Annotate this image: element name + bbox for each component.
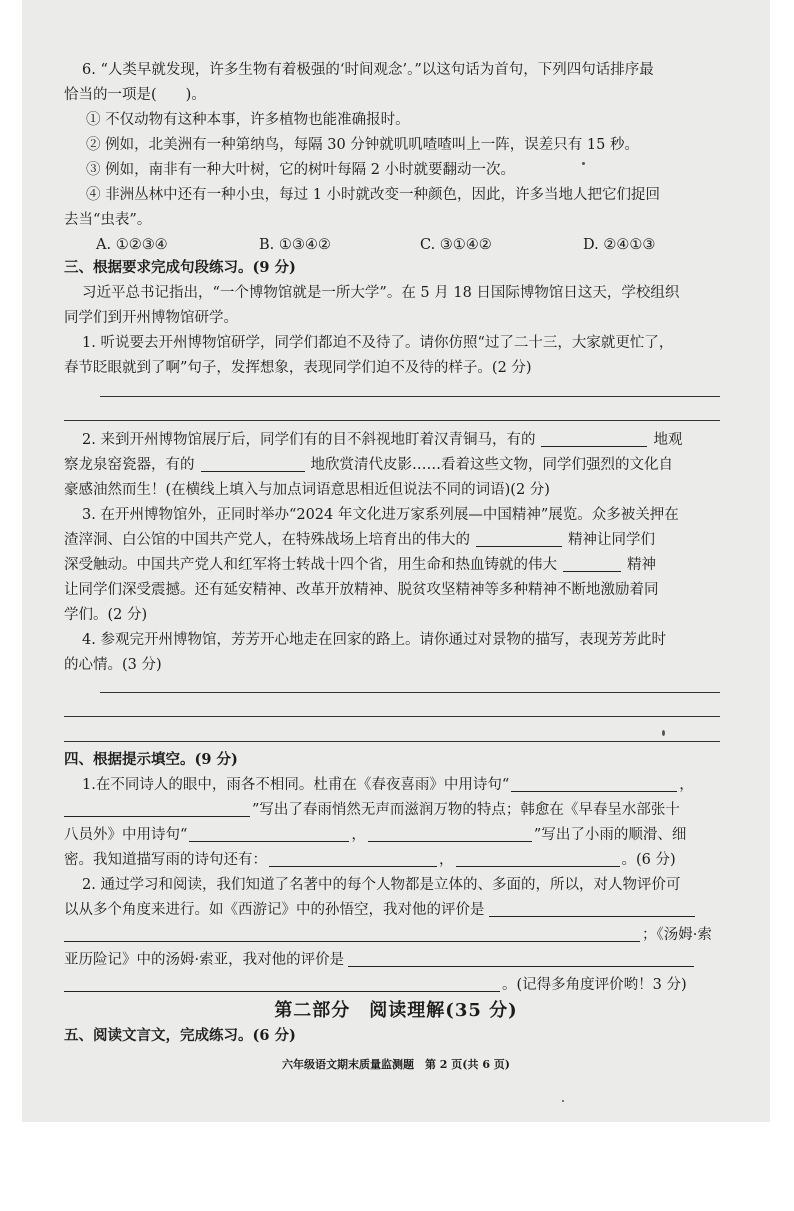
sec4-q2-text: 以从多个角度来进行。如《西游记》中的孙悟空，我对他的评价是 bbox=[64, 902, 485, 918]
page-footer: 六年级语文期末质量监测题 第 2 页(共 6 页) bbox=[281, 1058, 511, 1071]
sec4-q1-text: 1.在不同诗人的眼中，雨各不相同。杜甫在《春夜喜雨》中用诗句“ bbox=[82, 777, 510, 793]
sec3-q2-line2 bbox=[64, 453, 673, 478]
scan-speck bbox=[582, 162, 585, 165]
sec4-q1-text: ， bbox=[439, 852, 454, 868]
q6-sentence-1: ① 不仅动物有这种本事，许多植物也能准确报时。 bbox=[86, 112, 410, 128]
sec4-q2-line2 bbox=[64, 898, 695, 923]
q6-sentence-2: ② 例如，北美洲有一种第纳鸟，每隔 30 分钟就叽叽喳喳叫上一阵，误差只有 15 秒。 bbox=[86, 137, 639, 153]
section-5-title: 五、阅读文言文，完成练习。(6 分) bbox=[64, 1027, 296, 1044]
sec4-q2-blank-2[interactable] bbox=[64, 925, 640, 942]
sec4-q1-text: ”写出了小雨的顺滑、细 bbox=[533, 827, 687, 843]
sec3-q4-answer-line-2[interactable] bbox=[64, 716, 720, 717]
sec4-q2-text: 。(记得多角度评价哟！3 分) bbox=[502, 977, 687, 993]
q6-sentence-4a: ④ 非洲丛林中还有一种小虫，每过 1 小时就改变一种颜色，因此，许多当地人把它们捉回 bbox=[86, 187, 661, 203]
sec4-q1-line1 bbox=[82, 773, 694, 798]
q6-option-d[interactable]: D. ②④①③ bbox=[583, 237, 656, 253]
sec4-q1-line4 bbox=[64, 848, 676, 873]
sec3-q4-answer-line-3[interactable] bbox=[64, 741, 720, 742]
sec3-q3-text: 精神让同学们 bbox=[568, 532, 655, 548]
sec3-q1-line1: 1. 听说要去开州博物馆研学，同学们都迫不及待了。请你仿照“过了二十三，大家就更忙了， bbox=[82, 335, 674, 351]
sec4-q2-blank-3[interactable] bbox=[348, 950, 694, 967]
scan-speck bbox=[562, 1100, 564, 1102]
sec3-q2-text: 2. 来到开州博物馆展厅后，同学们有的目不斜视地盯着汉青铜马，有的 bbox=[82, 432, 536, 448]
sec3-q3-blank-1[interactable] bbox=[476, 530, 562, 547]
part-2-heading: 第二部分 阅读理解(35 分) bbox=[274, 1000, 518, 1021]
sec3-q4-line2: 的心情。(3 分) bbox=[64, 657, 162, 673]
sec4-q1-blank-4[interactable] bbox=[368, 825, 532, 842]
sec4-q2-text: ；《汤姆·索 bbox=[642, 927, 712, 943]
sec4-q1-line2 bbox=[64, 798, 680, 823]
sec4-q1-text: 。(6 分) bbox=[621, 852, 676, 868]
sec4-q1-text: ”写出了春雨悄然无声而滋润万物的特点；韩愈在《早春呈水部张十 bbox=[252, 802, 680, 818]
q6-sentence-3: ③ 例如，南非有一种大叶树，它的树叶每隔 2 小时就要翻动一次。 bbox=[86, 162, 516, 178]
sec4-q1-text: ， bbox=[679, 777, 694, 793]
sec3-q2-text: 地观 bbox=[653, 432, 683, 448]
sec3-q4-answer-line-1[interactable] bbox=[100, 692, 720, 693]
sec4-q2-line3 bbox=[64, 923, 712, 948]
q6-sentence-4b: 去当“虫表”。 bbox=[64, 212, 152, 228]
q6-option-a[interactable]: A. ①②③④ bbox=[96, 237, 168, 253]
sec3-q2-blank-2[interactable] bbox=[201, 455, 305, 472]
sec3-q1-answer-line-1[interactable] bbox=[100, 396, 720, 397]
sec3-q3-line1: 3. 在开州博物馆外，正同时举办“2024 年文化进万家系列展—中国精神”展览。众多被关押在 bbox=[82, 507, 679, 523]
sec3-q2-blank-1[interactable] bbox=[541, 430, 647, 447]
sec3-q3-line3 bbox=[64, 553, 656, 578]
q6-line2: 恰当的一项是( )。 bbox=[64, 87, 206, 103]
q6-option-c[interactable]: C. ③①④② bbox=[420, 237, 492, 253]
q6-line1: 6. “人类早就发现，许多生物有着极强的‘时间观念’。”以这句话为首句，下列四句话排序最 bbox=[82, 62, 654, 78]
sec4-q1-line3 bbox=[64, 823, 686, 848]
sec3-q3-text: 深受触动。中国共产党人和红军将士转战十四个省，用生命和热血铸就的伟大 bbox=[64, 557, 557, 573]
sec4-q1-text: ， bbox=[351, 827, 366, 843]
sec3-q3-text: 渣滓洞、白公馆的中国共产党人，在特殊战场上培育出的伟大的 bbox=[64, 532, 470, 548]
sec3-q3-blank-2[interactable] bbox=[563, 555, 621, 572]
sec3-intro-1: 习近平总书记指出，“一个博物馆就是一所大学”。在 5 月 18 日国际博物馆日这天，学校组织 bbox=[82, 285, 680, 301]
sec4-q1-blank-2[interactable] bbox=[64, 800, 250, 817]
sec4-q1-text: 密。我知道描写雨的诗句还有： bbox=[64, 852, 267, 868]
sec3-q1-answer-line-2[interactable] bbox=[64, 420, 720, 421]
section-4-title: 四、根据提示填空。(9 分) bbox=[64, 751, 238, 768]
sec3-q1-line2: 春节眨眼就到了啊”句子，发挥想象，表现同学们迫不及待的样子。(2 分) bbox=[64, 360, 532, 376]
sec3-q3-line5: 学们。(2 分) bbox=[64, 607, 148, 623]
sec3-q2-text: 地欣赏清代皮影……看着这些文物，同学们强烈的文化自 bbox=[310, 457, 673, 473]
sec3-q3-line4: 让同学们深受震撼。还有延安精神、改革开放精神、脱贫攻坚精神等多种精神不断地激励着同 bbox=[64, 582, 659, 598]
sec4-q1-blank-5[interactable] bbox=[269, 850, 437, 867]
sec4-q2-blank-1[interactable] bbox=[489, 900, 695, 917]
scan-speck bbox=[662, 730, 665, 736]
sec3-q2-line3: 豪感油然而生！(在横线上填入与加点词语意思相近但说法不同的词语)(2 分) bbox=[64, 482, 550, 498]
sec3-q2-text: 察龙泉窑瓷器，有的 bbox=[64, 457, 195, 473]
sec3-intro-2: 同学们到开州博物馆研学。 bbox=[64, 310, 238, 326]
sec3-q3-text: 精神 bbox=[627, 557, 656, 573]
sec3-q4-line1: 4. 参观完开州博物馆，芳芳开心地走在回家的路上。请你通过对景物的描写，表现芳芳此时 bbox=[82, 632, 666, 648]
sec4-q1-blank-1[interactable] bbox=[511, 775, 677, 792]
sec4-q1-blank-6[interactable] bbox=[456, 850, 620, 867]
sec4-q1-blank-3[interactable] bbox=[189, 825, 349, 842]
sec3-q2-line1 bbox=[82, 428, 682, 453]
sec4-q2-blank-4[interactable] bbox=[64, 975, 500, 992]
sec4-q2-line5 bbox=[64, 973, 687, 998]
sec4-q2-text: 亚历险记》中的汤姆·索亚，我对他的评价是 bbox=[64, 952, 345, 968]
q6-option-b[interactable]: B. ①③④② bbox=[259, 237, 331, 253]
sec4-q2-line1: 2. 通过学习和阅读，我们知道了名著中的每个人物都是立体的、多面的，所以，对人物评价可 bbox=[82, 877, 681, 893]
q6-options bbox=[64, 233, 720, 257]
exam-page bbox=[22, 0, 770, 1122]
sec3-q3-line2 bbox=[64, 528, 655, 553]
sec4-q2-line4 bbox=[64, 948, 694, 973]
sec4-q1-text: 八员外》中用诗句“ bbox=[64, 827, 188, 843]
section-3-title: 三、根据要求完成句段练习。(9 分) bbox=[64, 259, 296, 276]
